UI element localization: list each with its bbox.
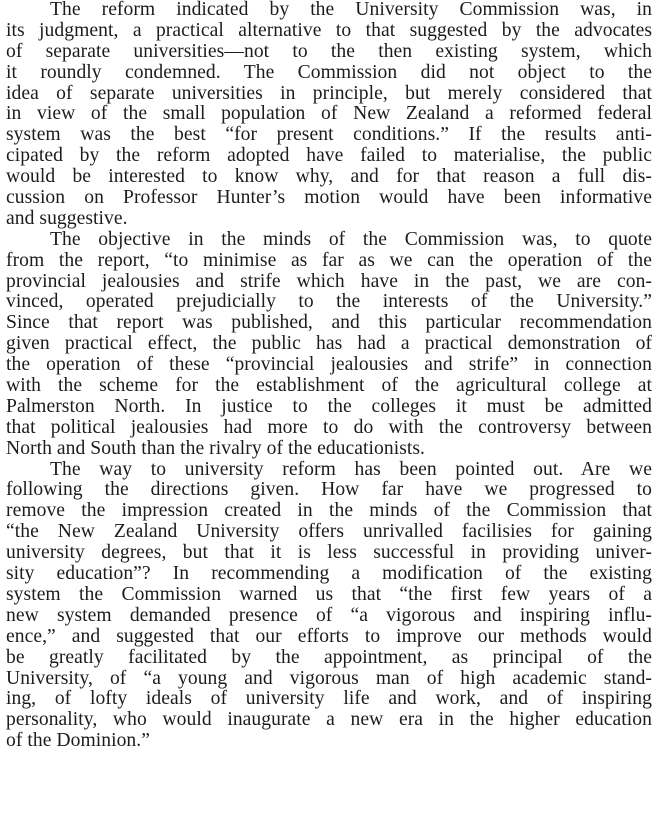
paragraph-1 (6, 0, 652, 230)
text-line: The reform indicated by the University Commission was, in (50, 0, 652, 20)
text-line: University, of “a young and vigorous man of high academic stand- (6, 667, 652, 689)
text-line: and suggestive. (6, 207, 128, 229)
text-line: following the directions given. How far have we progressed to (6, 479, 652, 501)
document-page (6, 0, 652, 752)
text-line: The objective in the minds of the Commission was, to quote (50, 228, 652, 250)
text-line: personality, who would inaugurate a new era in the higher education (6, 709, 652, 731)
text-line: “the New Zealand University offers unrivalled facilisies for gaining (6, 521, 652, 543)
text-line: would be interested to know why, and for that reason a full dis- (6, 166, 652, 188)
text-line: in view of the small population of New Zealand a reformed federal (6, 103, 652, 125)
text-line: given practical effect, the public has had a practical demonstration of (6, 333, 652, 355)
paragraph-3 (6, 460, 652, 752)
text-line: the operation of these “provincial jealousies and strife” in connection (6, 354, 652, 376)
text-line: Palmerston North. In justice to the colleges it must be admitted (6, 395, 652, 417)
text-line: North and South than the rivalry of the educationists. (6, 437, 425, 459)
text-line: from the report, “to minimise as far as we can the operation of the (6, 249, 652, 271)
text-line: with the scheme for the establishment of the agricultural college at (6, 375, 652, 397)
text-line: cipated by the reform adopted have failed to materialise, the public (6, 145, 652, 167)
text-line: idea of separate universities in principle, but merely considered that (6, 82, 652, 104)
text-line: of the Dominion.” (6, 730, 150, 752)
text-line: system the Commission warned us that “the first few years of a (6, 583, 652, 605)
text-line: vinced, operated prejudicially to the interests of the University.” (6, 291, 652, 313)
text-line: ence,” and suggested that our efforts to improve our methods would (6, 625, 652, 647)
text-line: provincial jealousies and strife which have in the past, we are con- (6, 270, 652, 292)
text-line: university degrees, but that it is less successful in providing univer- (6, 542, 652, 564)
text-line: system was the best “for present conditions.” If the results anti- (6, 124, 652, 146)
text-line: new system demanded presence of “a vigorous and inspiring influ- (6, 604, 652, 626)
text-line: be greatly facilitated by the appointment, as principal of the (6, 646, 652, 668)
text-line: cussion on Professor Hunter’s motion would have been informative (6, 187, 652, 209)
text-line: it roundly condemned. The Commission did not object to the (6, 61, 652, 83)
text-line: that political jealousies had more to do with the controversy between (6, 416, 652, 438)
text-line: ing, of lofty ideals of university life and work, and of inspiring (6, 688, 652, 710)
text-line: Since that report was published, and this particular recommendation (6, 312, 652, 334)
text-line: sity education”? In recommending a modification of the existing (6, 563, 652, 585)
text-line: remove the impression created in the minds of the Commission that (6, 500, 652, 522)
text-line: of separate universities—not to the then existing system, which (6, 40, 652, 62)
text-line: The way to university reform has been pointed out. Are we (50, 458, 652, 480)
paragraph-2 (6, 230, 652, 460)
text-line: its judgment, a practical alternative to that suggested by the advocates (6, 19, 652, 41)
